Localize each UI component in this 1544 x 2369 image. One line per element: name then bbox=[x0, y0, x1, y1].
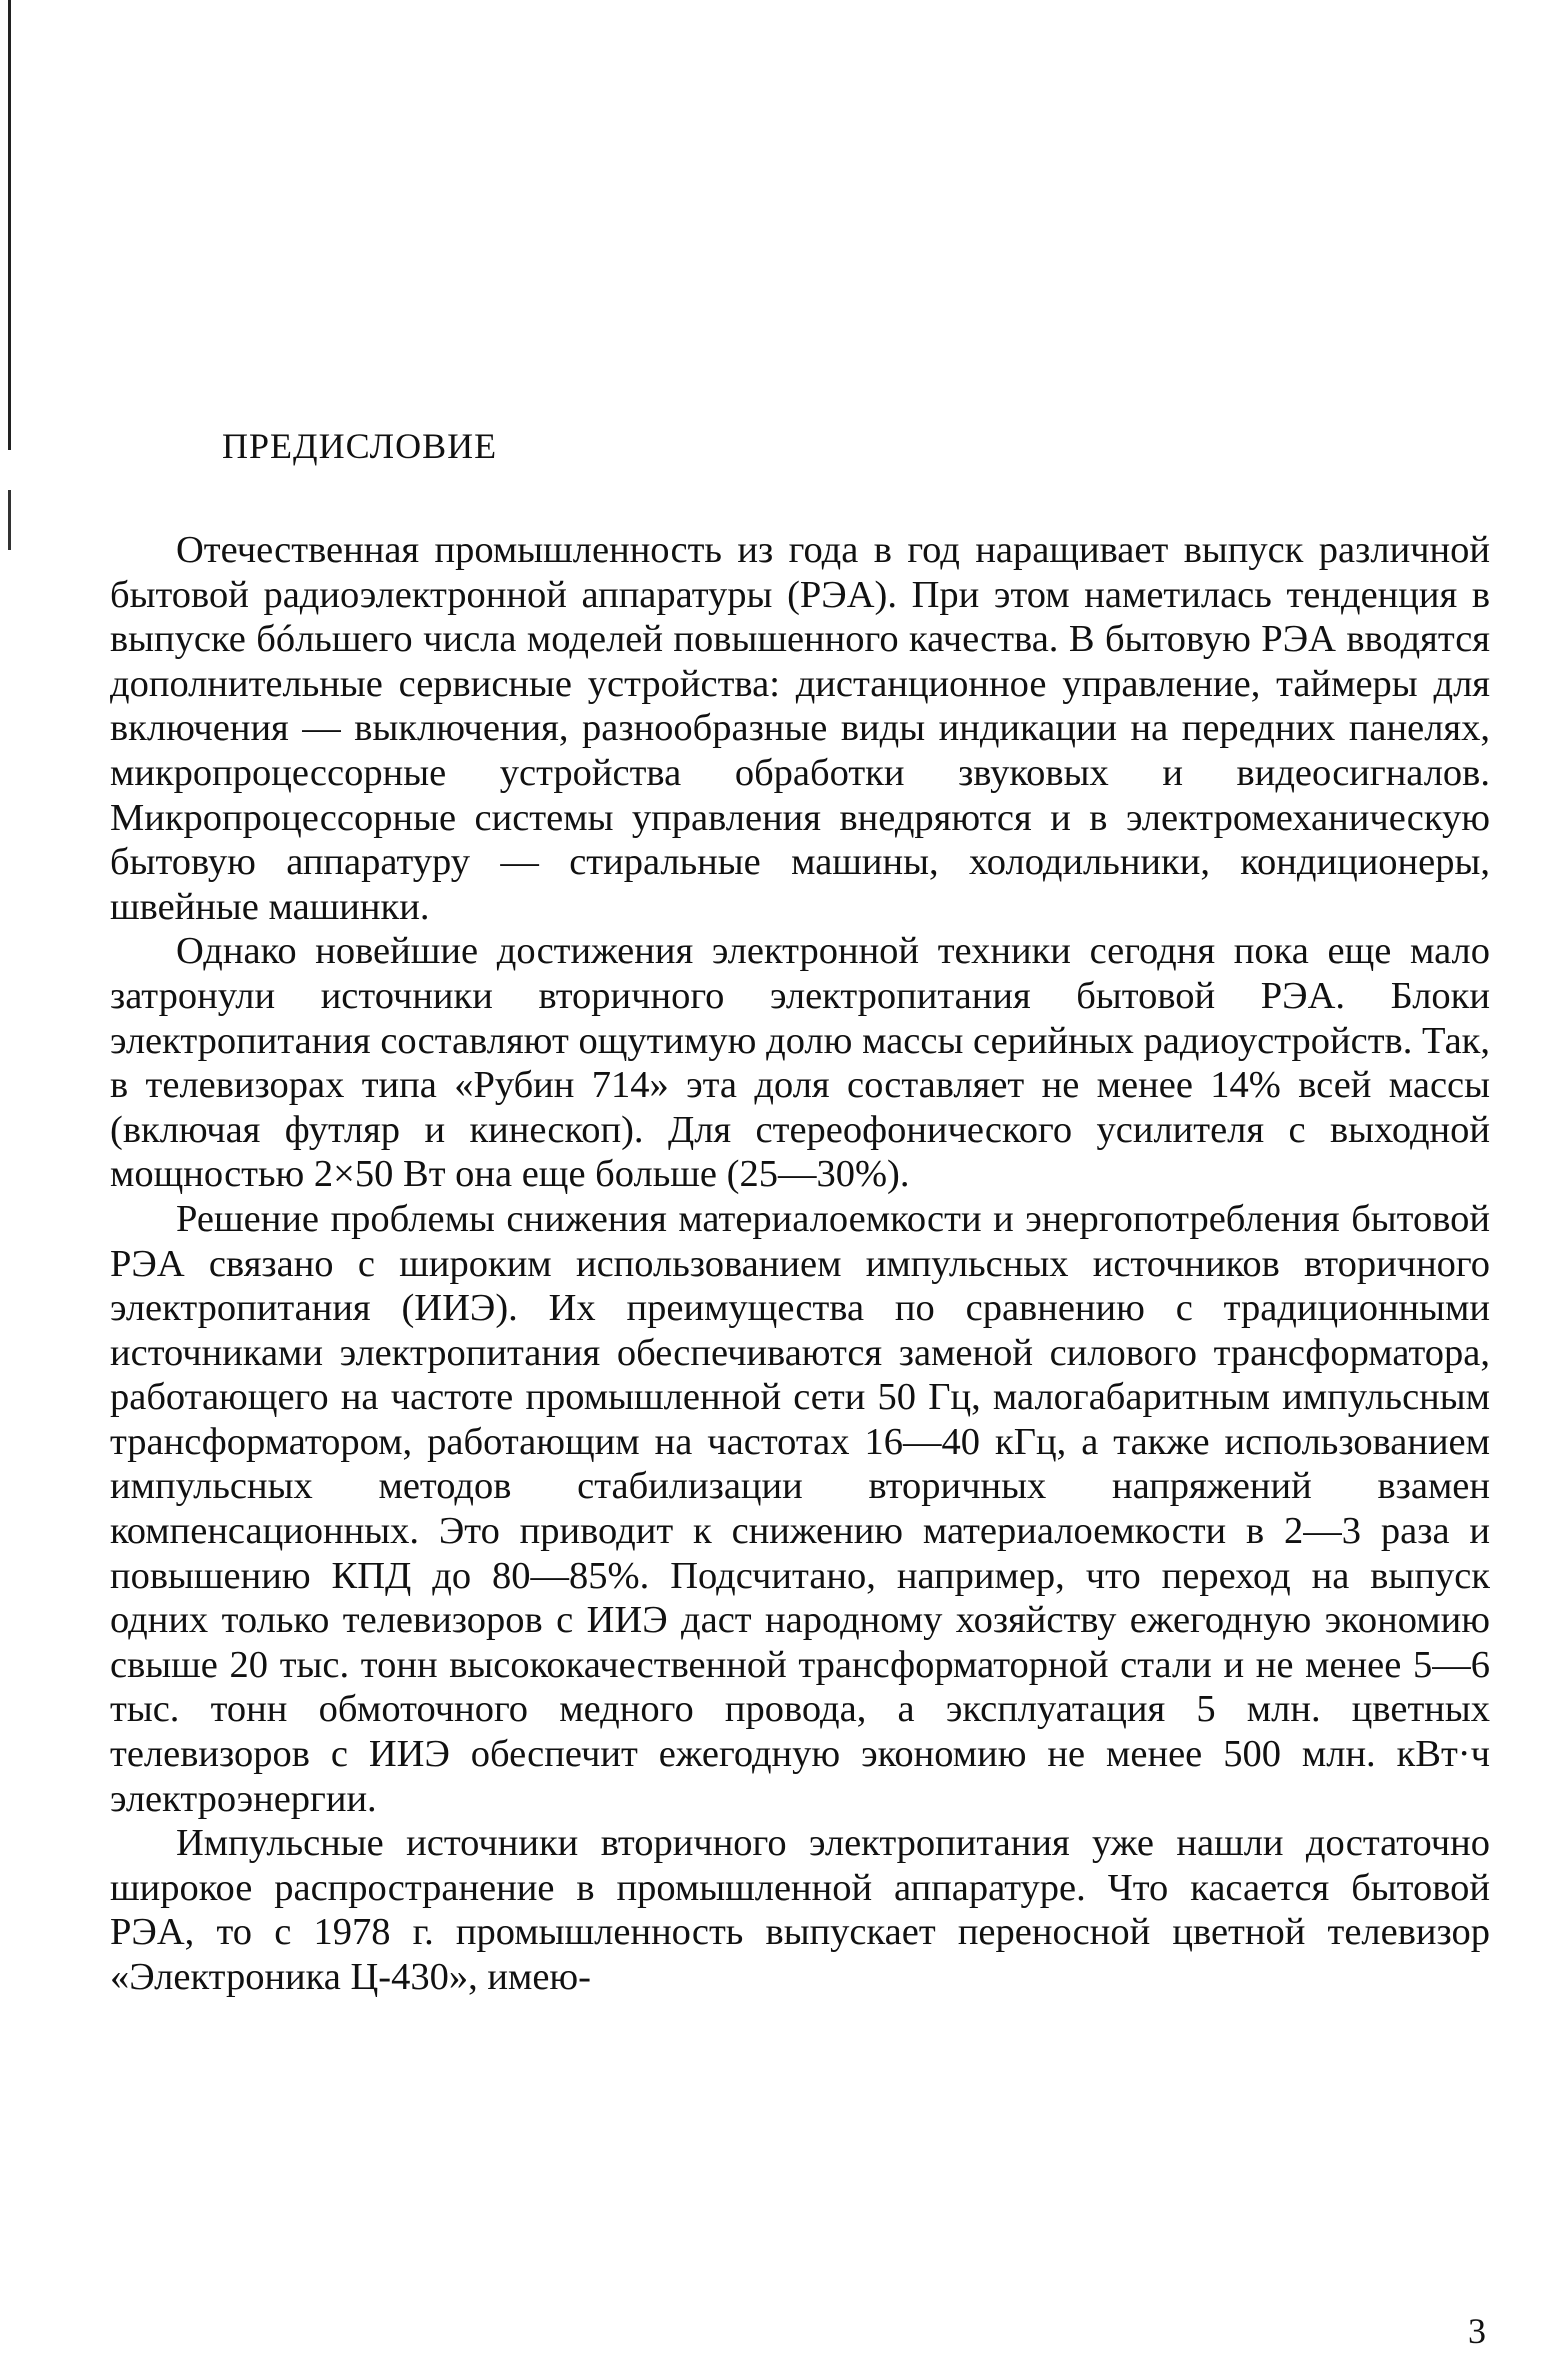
paragraph-4: Импульсные источники вторичного электропитания уже нашли достаточно широкое распространение в промышленной аппаратуре. Что касается бытовой РЭА, то с 1978 г. промышленность выпускает переносной цветной телевизор «Электроника Ц-430», имею- bbox=[110, 1822, 1490, 1998]
scan-edge-line-lower bbox=[8, 490, 11, 550]
scan-edge-line bbox=[8, 0, 11, 450]
paragraph-1: Отечественная промышленность из года в год наращивает выпуск различной бытовой радиоэлектронной аппаратуры (РЭА). При этом наметилась тенденция в выпуске бóльшего числа моделей повышенного качества. В бытовую РЭА вводятся дополнительные сервисные устройства: дистанционное управление, таймеры для включения — выключения, разнообразные виды индикации на передних панелях, микропроцессорные устройства обработки звуковых и видеосигналов. Микропроцессорные системы управления внедряются и в электромеханическую бытовую аппаратуру — стиральные машины, холодильники, кондиционеры, швейные машинки. bbox=[110, 529, 1490, 928]
paragraph-3: Решение проблемы снижения материалоемкости и энергопотребления бытовой РЭА связано с широким использованием импульсных источников вторичного электропитания (ИИЭ). Их преимущества по сравнению с традиционными источниками электропитания обеспечиваются заменой силового трансформатора, работающего на частоте промышленной сети 50 Гц, малогабаритным импульсным трансформатором, работающим на частотах 16—40 кГц, а также использованием импульсных методов стабилизации вторичных напряжений взамен компенсационных. Это приводит к снижению материалоемкости в 2—3 раза и повышению КПД до 80—85%. Подсчитано, например, что переход на выпуск одних только телевизоров с ИИЭ даст народному хозяйству ежегодную экономию свыше 20 тыс. тонн высококачественной трансформаторной стали и не менее 5—6 тыс. тонн обмоточного медного провода, а эксплуатация 5 млн. цветных телевизоров с ИИЭ обеспечит ежегодную экономию не менее 500 млн. кВт·ч электроэнергии. bbox=[110, 1197, 1490, 1820]
page-number: 3 bbox=[1468, 2311, 1486, 2351]
page-heading: ПРЕДИСЛОВИЕ bbox=[222, 426, 498, 466]
paragraph-2: Однако новейшие достижения электронной техники сегодня пока еще мало затронули источники вторичного электропитания бытовой РЭА. Блоки электропитания составляют ощутимую долю массы серийных радиоустройств. Так, в телевизорах типа «Рубин 714» эта доля составляет не менее 14% всей массы (включая футляр и кинескоп). Для стереофонического усилителя с выходной мощностью 2×50 Вт она еще больше (25—30%). bbox=[110, 930, 1490, 1196]
body-text bbox=[110, 528, 1490, 2000]
